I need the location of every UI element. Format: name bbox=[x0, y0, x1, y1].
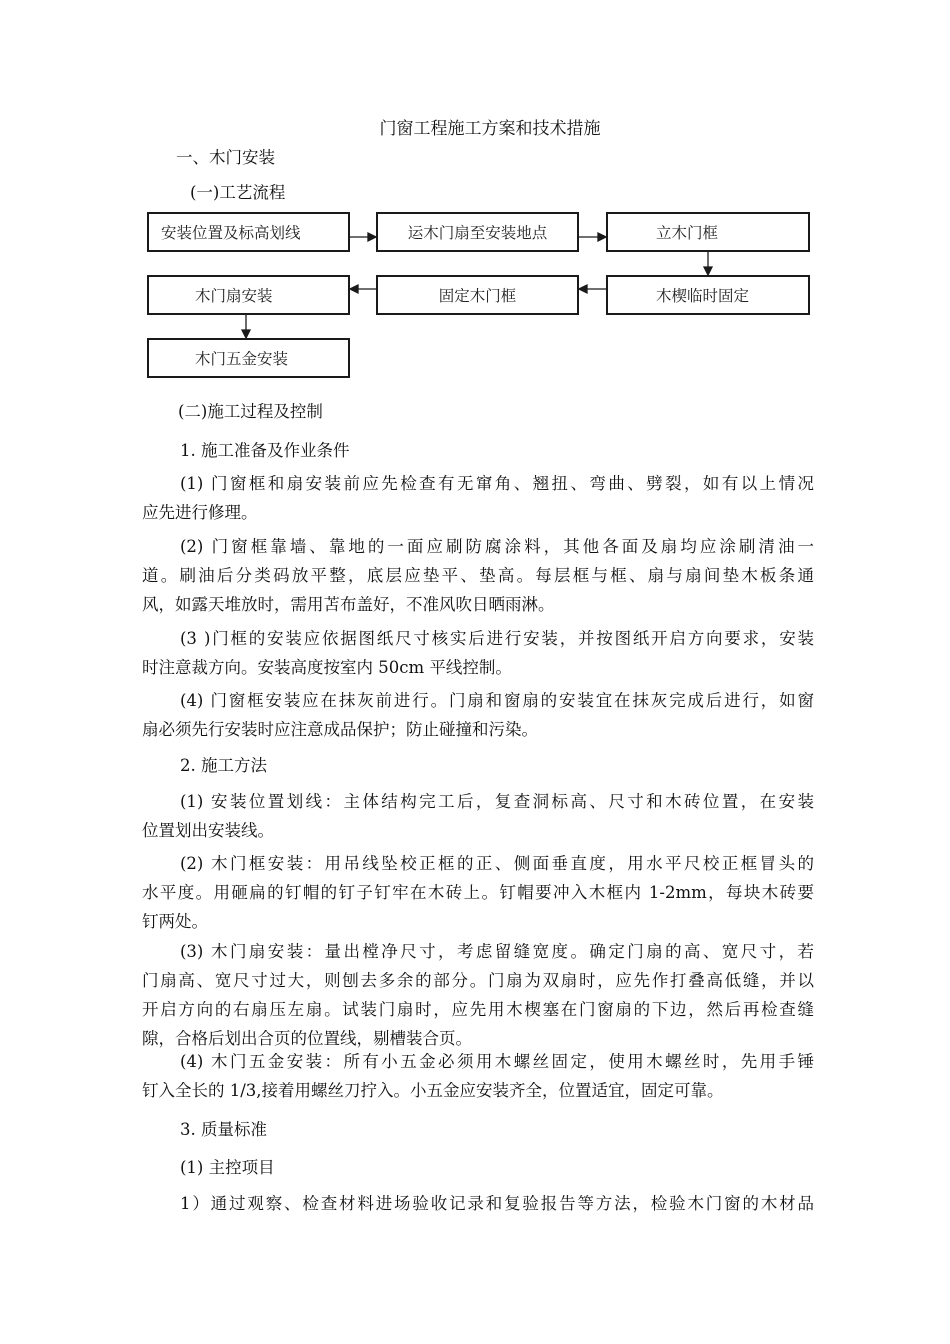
paragraph-method-3: (3) 木门扇安装：量出樘净尺寸，考虑留缝宽度。确定门扇的高、宽尺寸，若 门扇高、宽尺寸过大，则刨去多余的部分。门扇为双扇时，应先作打叠高低缝，并以 开启方向的右扇压左扇。试装门扇时，应先用木楔塞在门窗扇的下边，然后再检查缝 隙，合格后划出合页的位置线，剔槽装合页。 bbox=[142, 942, 814, 1048]
paragraph-method-4: (4) 木门五金安装：所有小五金必须用木螺丝固定，使用木螺丝时，先用手锤 钉入全长的 1/3,接着用螺丝刀拧入。小五金应安装齐全，位置适宜，固定可靠。 bbox=[142, 1052, 814, 1100]
flow-arrowhead-4-5 bbox=[579, 285, 587, 293]
paragraph-prep-4: (4) 门窗框安装应在抹灰前进行。门扇和窗扇的安装宜在抹灰完成后进行，如窗 扇必须先行安装时应注意成品保护；防止碰撞和污染。 bbox=[142, 691, 814, 739]
flow-arrows bbox=[0, 0, 950, 400]
paragraph-prep-3: (3 )门框的安装应依据图纸尺寸核实后进行安装，并按图纸开启方向要求，安装 时注意裁方向。安装高度按室内 50cm 平线控制。 bbox=[142, 629, 814, 677]
flow-step-hardware: 木门五金安装 bbox=[147, 338, 350, 378]
subheading-main-control: (1) 主控项目 bbox=[180, 1158, 275, 1177]
flow-step-marking: 安装位置及标高划线 bbox=[147, 212, 350, 252]
section-heading-1: 一、木门安装 bbox=[176, 148, 275, 167]
flow-step-install-leaf: 木门扇安装 bbox=[147, 275, 350, 315]
subheading-preparation: 1. 施工准备及作业条件 bbox=[180, 441, 350, 460]
paragraph-quality-1: 1）通过观察、检查材料进场验收记录和复验报告等方法，检验木门窗的木材品 bbox=[180, 1194, 814, 1213]
paragraph-method-2: (2) 木门框安装：用吊线坠校正框的正、侧面垂直度，用水平尺校正框冒头的 水平度。用砸扁的钉帽的钉子钉牢在木砖上。钉帽要冲入木框内 1-2mm，每块木砖要 钉两处。 bbox=[142, 854, 814, 931]
paragraph-prep-1: (1) 门窗框和扇安装前应先检查有无窜角、翘扭、弯曲、劈裂，如有以上情况 应先进行修理。 bbox=[142, 474, 814, 522]
flow-step-erect-frame: 立木门框 bbox=[606, 212, 810, 252]
flow-arrowhead-5-6 bbox=[350, 285, 358, 293]
subsection-heading-process: (一)工艺流程 bbox=[190, 183, 286, 202]
paragraph-prep-2: (2) 门窗框靠墙、靠地的一面应刷防腐涂料，其他各面及扇均应涂刷清油一 道。刷油后分类码放平整，底层应垫平、垫高。每层框与框、扇与扇间垫木板条通 风，如露天堆放时，需用苫布盖好，不准风吹日晒雨淋。 bbox=[142, 537, 814, 614]
subheading-quality: 3. 质量标准 bbox=[180, 1120, 267, 1139]
flow-step-transport: 运木门扇至安装地点 bbox=[376, 212, 579, 252]
page-title: 门窗工程施工方案和技术措施 bbox=[379, 119, 601, 139]
paragraph-method-1: (1) 安装位置划线：主体结构完工后，复查洞标高、尺寸和木砖位置，在安装 位置划出安装线。 bbox=[142, 792, 814, 840]
flow-arrowhead-2-3 bbox=[598, 233, 606, 241]
flow-arrowhead-6-7 bbox=[242, 330, 250, 338]
flow-step-wedge-fix: 木楔临时固定 bbox=[606, 275, 810, 315]
flow-step-fix-frame: 固定木门框 bbox=[376, 275, 579, 315]
flow-arrowhead-1-2 bbox=[368, 233, 376, 241]
flow-arrowhead-3-4 bbox=[704, 267, 712, 275]
subsection-heading-control: (二)施工过程及控制 bbox=[178, 402, 323, 421]
subheading-method: 2. 施工方法 bbox=[180, 756, 267, 775]
